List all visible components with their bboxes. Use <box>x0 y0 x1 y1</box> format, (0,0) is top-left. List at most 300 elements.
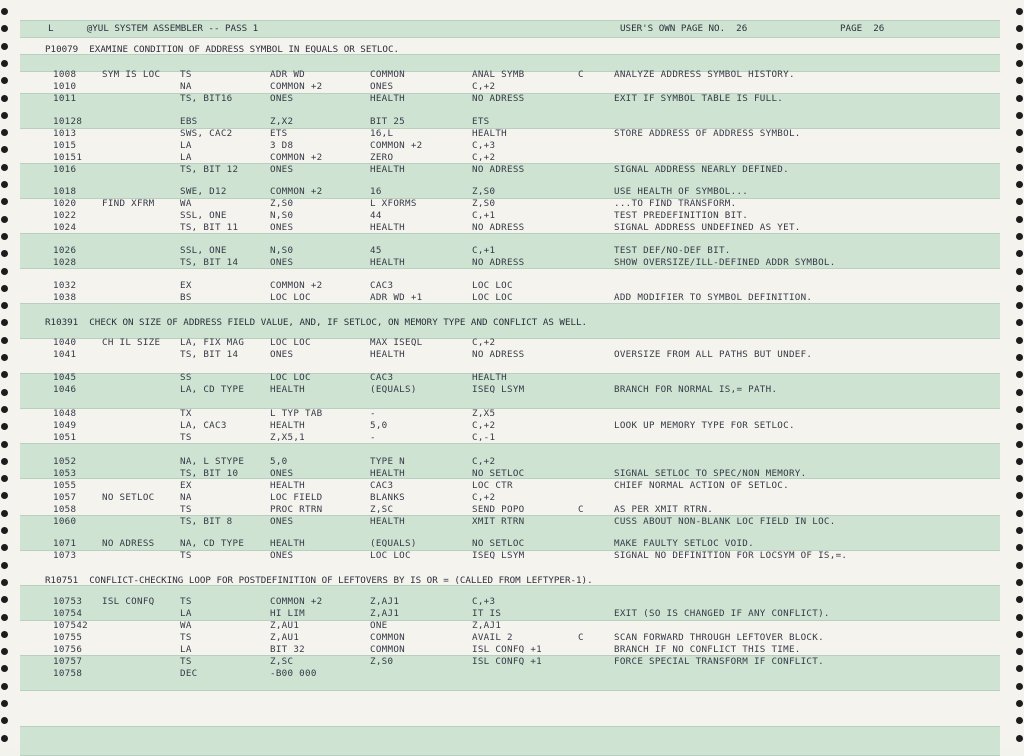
tractor-hole <box>1 268 8 275</box>
code-field-a2: Z,AJ1 <box>370 596 400 607</box>
code-field-a1: LOC LOC <box>270 372 311 383</box>
tractor-hole <box>1016 95 1023 102</box>
tractor-hole <box>1016 319 1023 326</box>
code-field-a2: ONES <box>370 81 394 92</box>
code-field-cm: TEST PREDEFINITION BIT. <box>614 210 749 221</box>
tractor-hole <box>1016 8 1023 15</box>
code-field-cm: STORE ADDRESS OF ADDRESS SYMBOL. <box>614 128 801 139</box>
code-field-a1: COMMON +2 <box>270 186 323 197</box>
code-field-a1: Z,X2 <box>270 116 294 127</box>
tractor-hole <box>1016 475 1023 482</box>
code-field-a2: HEALTH <box>370 164 405 175</box>
tractor-hole <box>1016 60 1023 67</box>
code-field-seq: 1038 <box>53 292 77 303</box>
code-field-op: LA <box>180 140 192 151</box>
tractor-hole <box>1016 268 1023 275</box>
tractor-hole <box>1016 648 1023 655</box>
code-field-a3: LOC CTR <box>472 480 513 491</box>
code-field-a2: ADR WD +1 <box>370 292 423 303</box>
code-field-cm: ...TO FIND TRANSFORM. <box>614 198 737 209</box>
code-field-a1: -B00 000 <box>270 668 317 679</box>
code-line <box>20 668 1000 680</box>
tractor-hole <box>1 216 8 223</box>
tractor-hole <box>1016 43 1023 50</box>
code-field-seq: 1015 <box>53 140 77 151</box>
code-field-seq: 1058 <box>53 504 77 515</box>
tractor-hole <box>1 371 8 378</box>
code-field-op: EX <box>180 480 192 491</box>
code-line <box>20 538 1000 550</box>
code-field-a3: HEALTH <box>472 372 507 383</box>
tractor-hole <box>1 735 8 742</box>
code-field-fl: C <box>578 504 584 515</box>
code-field-a1: HI LIM <box>270 608 305 619</box>
code-field-a2: Z,AJ1 <box>370 608 400 619</box>
code-field-a3: C,+2 <box>472 492 496 503</box>
tractor-hole <box>1016 562 1023 569</box>
code-field-op: SWE, D12 <box>180 186 227 197</box>
code-line <box>20 81 1000 93</box>
code-field-a1: 3 D8 <box>270 140 294 151</box>
code-field-cm: SIGNAL ADDRESS UNDEFINED AS YET. <box>614 222 801 233</box>
code-field-a3: C,+3 <box>472 596 496 607</box>
code-field-a2: BIT 25 <box>370 116 405 127</box>
tractor-hole <box>1 579 8 586</box>
code-field-a2: ONE <box>370 620 388 631</box>
tractor-hole <box>1 527 8 534</box>
code-field-seq: 1040 <box>53 337 77 348</box>
code-field-a3: C,+2 <box>472 152 496 163</box>
code-field-op: TS <box>180 432 192 443</box>
code-field-a1: N,S0 <box>270 245 294 256</box>
code-field-op: TS, BIT 14 <box>180 349 239 360</box>
code-field-a3: SEND POPO <box>472 504 525 515</box>
code-field-a1: COMMON +2 <box>270 81 323 92</box>
code-field-op: DEC <box>180 668 198 679</box>
section-heading: R10391 CHECK ON SIZE OF ADDRESS FIELD VALUE, AND, IF SETLOC, ON MEMORY TYPE AND CONFLICT AS WELL. <box>45 317 588 328</box>
tractor-hole <box>1 302 8 309</box>
code-field-seq: 1016 <box>53 164 77 175</box>
tractor-hole <box>1 475 8 482</box>
code-field-op: LA, CAC3 <box>180 420 227 431</box>
tractor-hole <box>1 683 8 690</box>
code-field-op: TS <box>180 596 192 607</box>
code-field-op: WA <box>180 198 192 209</box>
code-line <box>20 656 1000 668</box>
code-field-a2: HEALTH <box>370 222 405 233</box>
code-field-a3: ETS <box>472 116 490 127</box>
code-field-cm: EXIT IF SYMBOL TABLE IS FULL. <box>614 93 784 104</box>
code-field-a3: C,-1 <box>472 432 496 443</box>
section-heading: P10079 EXAMINE CONDITION OF ADDRESS SYMBOL IN EQUALS OR SETLOC. <box>45 44 400 55</box>
code-field-op: SWS, CAC2 <box>180 128 233 139</box>
tractor-hole <box>1016 735 1023 742</box>
code-field-seq: 10756 <box>53 644 83 655</box>
tractor-hole <box>1 198 8 205</box>
code-field-op: NA <box>180 492 192 503</box>
code-field-a2: Z,S0 <box>370 656 394 667</box>
code-line <box>20 164 1000 176</box>
tractor-hole <box>1016 423 1023 430</box>
code-field-a3: C,+2 <box>472 456 496 467</box>
code-field-op: TS <box>180 504 192 515</box>
code-field-cm: AS PER XMIT RTRN. <box>614 504 714 515</box>
code-field-a3: AVAIL 2 <box>472 632 513 643</box>
code-field-a3: Z,AJ1 <box>472 620 502 631</box>
code-field-a1: ONES <box>270 222 294 233</box>
tractor-hole <box>1 250 8 257</box>
code-field-a1: Z,SC <box>270 656 294 667</box>
code-field-cm: LOOK UP MEMORY TYPE FOR SETLOC. <box>614 420 795 431</box>
tractor-hole <box>1016 510 1023 517</box>
code-field-a3: C,+2 <box>472 81 496 92</box>
code-line <box>20 140 1000 152</box>
code-field-a2: HEALTH <box>370 349 405 360</box>
code-line <box>20 492 1000 504</box>
code-field-a3: XMIT RTRN <box>472 516 525 527</box>
code-field-seq: 1055 <box>53 480 77 491</box>
code-line <box>20 516 1000 528</box>
code-field-op: TX <box>180 408 192 419</box>
tractor-hole <box>1016 717 1023 724</box>
code-line <box>20 280 1000 292</box>
code-field-cm: SIGNAL NO DEFINITION FOR LOCSYM OF IS,=. <box>614 550 848 561</box>
tractor-hole <box>1 181 8 188</box>
tractor-hole <box>1 631 8 638</box>
code-field-lbl: FIND XFRM <box>102 198 155 209</box>
code-line <box>20 69 1000 81</box>
code-field-lbl: SYM IS LOC <box>102 69 161 80</box>
code-field-a1: ONES <box>270 349 294 360</box>
tractor-hole <box>1 146 8 153</box>
code-field-lbl: CH IL SIZE <box>102 337 161 348</box>
code-field-seq: 1022 <box>53 210 77 221</box>
code-field-op: TS, BIT 8 <box>180 516 233 527</box>
green-bar-band <box>20 726 1000 756</box>
code-line <box>20 644 1000 656</box>
tractor-hole <box>1016 164 1023 171</box>
code-field-a3: LOC LOC <box>472 292 513 303</box>
left-tractor-holes <box>0 0 14 749</box>
code-field-a1: HEALTH <box>270 480 305 491</box>
tractor-hole <box>1 648 8 655</box>
code-field-cm: TEST DEF/NO-DEF BIT. <box>614 245 731 256</box>
code-field-a2: HEALTH <box>370 516 405 527</box>
code-line <box>20 337 1000 349</box>
code-line <box>20 257 1000 269</box>
code-field-a1: COMMON +2 <box>270 596 323 607</box>
code-field-op: SSL, ONE <box>180 245 227 256</box>
code-field-a2: COMMON <box>370 69 405 80</box>
code-field-seq: 1057 <box>53 492 77 503</box>
code-field-op: SSL, ONE <box>180 210 227 221</box>
code-field-a1: HEALTH <box>270 420 305 431</box>
code-line <box>20 198 1000 210</box>
code-field-op: LA, CD TYPE <box>180 384 245 395</box>
tractor-hole <box>1016 337 1023 344</box>
code-field-op: LA <box>180 644 192 655</box>
code-field-a1: 5,0 <box>270 456 288 467</box>
code-field-a3: ISL CONFQ +1 <box>472 656 542 667</box>
tractor-hole <box>1 423 8 430</box>
code-field-a3: NO SETLOC <box>472 468 525 479</box>
code-field-a2: HEALTH <box>370 93 405 104</box>
code-field-a3: IT IS <box>472 608 502 619</box>
code-line <box>20 245 1000 257</box>
code-field-op: TS, BIT16 <box>180 93 233 104</box>
code-field-a3: Z,S0 <box>472 186 496 197</box>
code-field-a3: ISL CONFQ +1 <box>472 644 542 655</box>
tractor-hole <box>1 43 8 50</box>
code-field-seq: 1010 <box>53 81 77 92</box>
tractor-hole <box>1 112 8 119</box>
code-field-seq: 1032 <box>53 280 77 291</box>
tractor-hole <box>1016 129 1023 136</box>
code-field-op: TS <box>180 656 192 667</box>
tractor-hole <box>1 8 8 15</box>
tractor-hole <box>1016 389 1023 396</box>
code-field-seq: 10128 <box>53 116 83 127</box>
code-field-a1: LOC FIELD <box>270 492 323 503</box>
code-field-op: LA <box>180 152 192 163</box>
tractor-hole <box>1 319 8 326</box>
code-field-a2: L XFORMS <box>370 198 417 209</box>
code-field-a2: (EQUALS) <box>370 538 417 549</box>
tractor-hole <box>1 665 8 672</box>
code-field-seq: 1071 <box>53 538 77 549</box>
code-field-a1: ONES <box>270 257 294 268</box>
code-field-cm: BRANCH FOR NORMAL IS,= PATH. <box>614 384 778 395</box>
code-field-cm: SCAN FORWARD THROUGH LEFTOVER BLOCK. <box>614 632 824 643</box>
code-field-a2: 16 <box>370 186 382 197</box>
tractor-hole <box>1016 302 1023 309</box>
code-field-a2: COMMON +2 <box>370 140 423 151</box>
tractor-hole <box>1 354 8 361</box>
tractor-hole <box>1016 181 1023 188</box>
code-line <box>20 632 1000 644</box>
code-field-seq: 1060 <box>53 516 77 527</box>
tractor-hole <box>1016 441 1023 448</box>
tractor-hole <box>1016 631 1023 638</box>
code-field-a1: PROC RTRN <box>270 504 323 515</box>
listing-header-user-page: USER'S OWN PAGE NO. 26 <box>620 23 748 34</box>
tractor-hole <box>1 164 8 171</box>
code-field-cm: OVERSIZE FROM ALL PATHS BUT UNDEF. <box>614 349 813 360</box>
code-field-a3: NO SETLOC <box>472 538 525 549</box>
tractor-hole <box>1016 683 1023 690</box>
code-field-op: TS <box>180 69 192 80</box>
listing-sheet <box>20 20 1000 720</box>
code-field-a2: HEALTH <box>370 257 405 268</box>
code-field-fl: C <box>578 632 584 643</box>
code-field-a1: Z,AU1 <box>270 632 300 643</box>
code-field-a2: COMMON <box>370 632 405 643</box>
code-field-op: TS, BIT 14 <box>180 257 239 268</box>
code-field-a1: HEALTH <box>270 384 305 395</box>
tractor-hole <box>1 285 8 292</box>
tractor-hole <box>1016 216 1023 223</box>
code-field-lbl: NO ADRESS <box>102 538 155 549</box>
tractor-hole <box>1016 492 1023 499</box>
code-field-op: EX <box>180 280 192 291</box>
code-field-seq: 10151 <box>53 152 83 163</box>
code-field-seq: 1028 <box>53 257 77 268</box>
code-line <box>20 210 1000 222</box>
code-field-op: WA <box>180 620 192 631</box>
code-field-a2: - <box>370 408 376 419</box>
code-field-a3: NO ADRESS <box>472 257 525 268</box>
code-field-a2: LOC LOC <box>370 550 411 561</box>
code-field-seq: 10758 <box>53 668 83 679</box>
code-field-a3: HEALTH <box>472 128 507 139</box>
code-field-lbl: NO SETLOC <box>102 492 155 503</box>
tractor-hole <box>1016 458 1023 465</box>
code-field-a3: Z,X5 <box>472 408 496 419</box>
code-field-a2: CAC3 <box>370 280 394 291</box>
code-field-a1: ONES <box>270 516 294 527</box>
tractor-hole <box>1016 77 1023 84</box>
tractor-hole <box>1016 527 1023 534</box>
code-field-cm: ADD MODIFIER TO SYMBOL DEFINITION. <box>614 292 813 303</box>
tractor-hole <box>1 95 8 102</box>
code-line <box>20 608 1000 620</box>
code-line <box>20 186 1000 198</box>
code-field-a1: BIT 32 <box>270 644 305 655</box>
code-field-a1: L TYP TAB <box>270 408 323 419</box>
code-line <box>20 480 1000 492</box>
code-field-a3: C,+1 <box>472 210 496 221</box>
code-field-a2: COMMON <box>370 644 405 655</box>
code-field-cm: CUSS ABOUT NON-BLANK LOC FIELD IN LOC. <box>614 516 836 527</box>
code-field-cm: BRANCH IF NO CONFLICT THIS TIME. <box>614 644 801 655</box>
code-field-a1: Z,AU1 <box>270 620 300 631</box>
tractor-hole <box>1 700 8 707</box>
tractor-hole <box>1 337 8 344</box>
code-field-seq: 1008 <box>53 69 77 80</box>
tractor-hole <box>1016 112 1023 119</box>
code-field-seq: 107542 <box>53 620 88 631</box>
tractor-hole <box>1016 285 1023 292</box>
code-field-seq: 1049 <box>53 420 77 431</box>
code-field-a2: 16,L <box>370 128 394 139</box>
code-field-seq: 1045 <box>53 372 77 383</box>
code-field-a3: ISEQ LSYM <box>472 384 525 395</box>
code-field-a1: COMMON +2 <box>270 152 323 163</box>
code-field-seq: 10757 <box>53 656 83 667</box>
code-field-seq: 10753 <box>53 596 83 607</box>
code-field-cm: FORCE SPECIAL TRANSFORM IF CONFLICT. <box>614 656 824 667</box>
code-field-seq: 1026 <box>53 245 77 256</box>
tractor-hole <box>1 406 8 413</box>
tractor-hole <box>1016 614 1023 621</box>
code-field-a1: HEALTH <box>270 538 305 549</box>
tractor-hole <box>1016 198 1023 205</box>
code-field-cm: SIGNAL SETLOC TO SPEC/NON MEMORY. <box>614 468 807 479</box>
code-field-a2: 45 <box>370 245 382 256</box>
code-field-seq: 1053 <box>53 468 77 479</box>
code-field-cm: SIGNAL ADDRESS NEARLY DEFINED. <box>614 164 789 175</box>
tractor-hole <box>1016 596 1023 603</box>
code-field-a1: ONES <box>270 550 294 561</box>
code-field-a2: HEALTH <box>370 468 405 479</box>
code-field-a3: LOC LOC <box>472 280 513 291</box>
code-field-a2: ZERO <box>370 152 394 163</box>
code-field-a3: C,+2 <box>472 337 496 348</box>
tractor-hole <box>1016 233 1023 240</box>
code-field-a1: COMMON +2 <box>270 280 323 291</box>
code-field-op: NA <box>180 81 192 92</box>
code-field-a3: NO ADRESS <box>472 222 525 233</box>
code-field-a1: LOC LOC <box>270 337 311 348</box>
code-field-a1: LOC LOC <box>270 292 311 303</box>
code-field-op: TS, BIT 12 <box>180 164 239 175</box>
tractor-hole <box>1016 250 1023 257</box>
code-field-seq: 1041 <box>53 349 77 360</box>
code-field-a3: C,+2 <box>472 420 496 431</box>
code-field-op: TS, BIT 10 <box>180 468 239 479</box>
tractor-hole <box>1 233 8 240</box>
code-line <box>20 408 1000 420</box>
code-field-a3: C,+1 <box>472 245 496 256</box>
tractor-hole <box>1 389 8 396</box>
code-field-a2: TYPE N <box>370 456 405 467</box>
code-field-a1: Z,X5,1 <box>270 432 305 443</box>
tractor-hole <box>1 510 8 517</box>
code-field-op: LA, FIX MAG <box>180 337 245 348</box>
tractor-hole <box>1016 25 1023 32</box>
code-field-op: LA <box>180 608 192 619</box>
code-line <box>20 128 1000 140</box>
tractor-hole <box>1 441 8 448</box>
code-field-a2: 44 <box>370 210 382 221</box>
code-field-op: TS <box>180 550 192 561</box>
tractor-hole <box>1016 371 1023 378</box>
code-line <box>20 152 1000 164</box>
code-line <box>20 596 1000 608</box>
code-field-op: NA, L STYPE <box>180 456 245 467</box>
code-line <box>20 292 1000 304</box>
section-heading: R10751 CONFLICT-CHECKING LOOP FOR POSTDEFINITION OF LEFTOVERS BY IS OR = (CALLED FROM LEFTYPER-1). <box>45 575 593 586</box>
code-field-a3: Z,S0 <box>472 198 496 209</box>
tractor-hole <box>1 562 8 569</box>
listing-header-left: L @YUL SYSTEM ASSEMBLER -- PASS 1 <box>48 23 259 34</box>
code-line <box>20 504 1000 516</box>
code-field-a2: CAC3 <box>370 372 394 383</box>
code-field-cm: MAKE FAULTY SETLOC VOID. <box>614 538 754 549</box>
tractor-hole <box>1016 579 1023 586</box>
tractor-hole <box>1016 354 1023 361</box>
code-field-seq: 1048 <box>53 408 77 419</box>
code-field-fl: C <box>578 69 584 80</box>
code-line <box>20 116 1000 128</box>
code-line <box>20 384 1000 396</box>
tractor-hole <box>1 77 8 84</box>
code-field-seq: 10754 <box>53 608 83 619</box>
code-field-a2: Z,SC <box>370 504 394 515</box>
tractor-hole <box>1016 665 1023 672</box>
tractor-hole <box>1 544 8 551</box>
tractor-hole <box>1016 700 1023 707</box>
code-field-op: NA, CD TYPE <box>180 538 245 549</box>
code-field-a3: NO ADRESS <box>472 164 525 175</box>
code-field-a1: ETS <box>270 128 288 139</box>
code-line <box>20 468 1000 480</box>
code-line <box>20 456 1000 468</box>
code-field-op: BS <box>180 292 192 303</box>
code-field-op: TS, BIT 11 <box>180 222 239 233</box>
code-field-seq: 1024 <box>53 222 77 233</box>
code-line <box>20 349 1000 361</box>
